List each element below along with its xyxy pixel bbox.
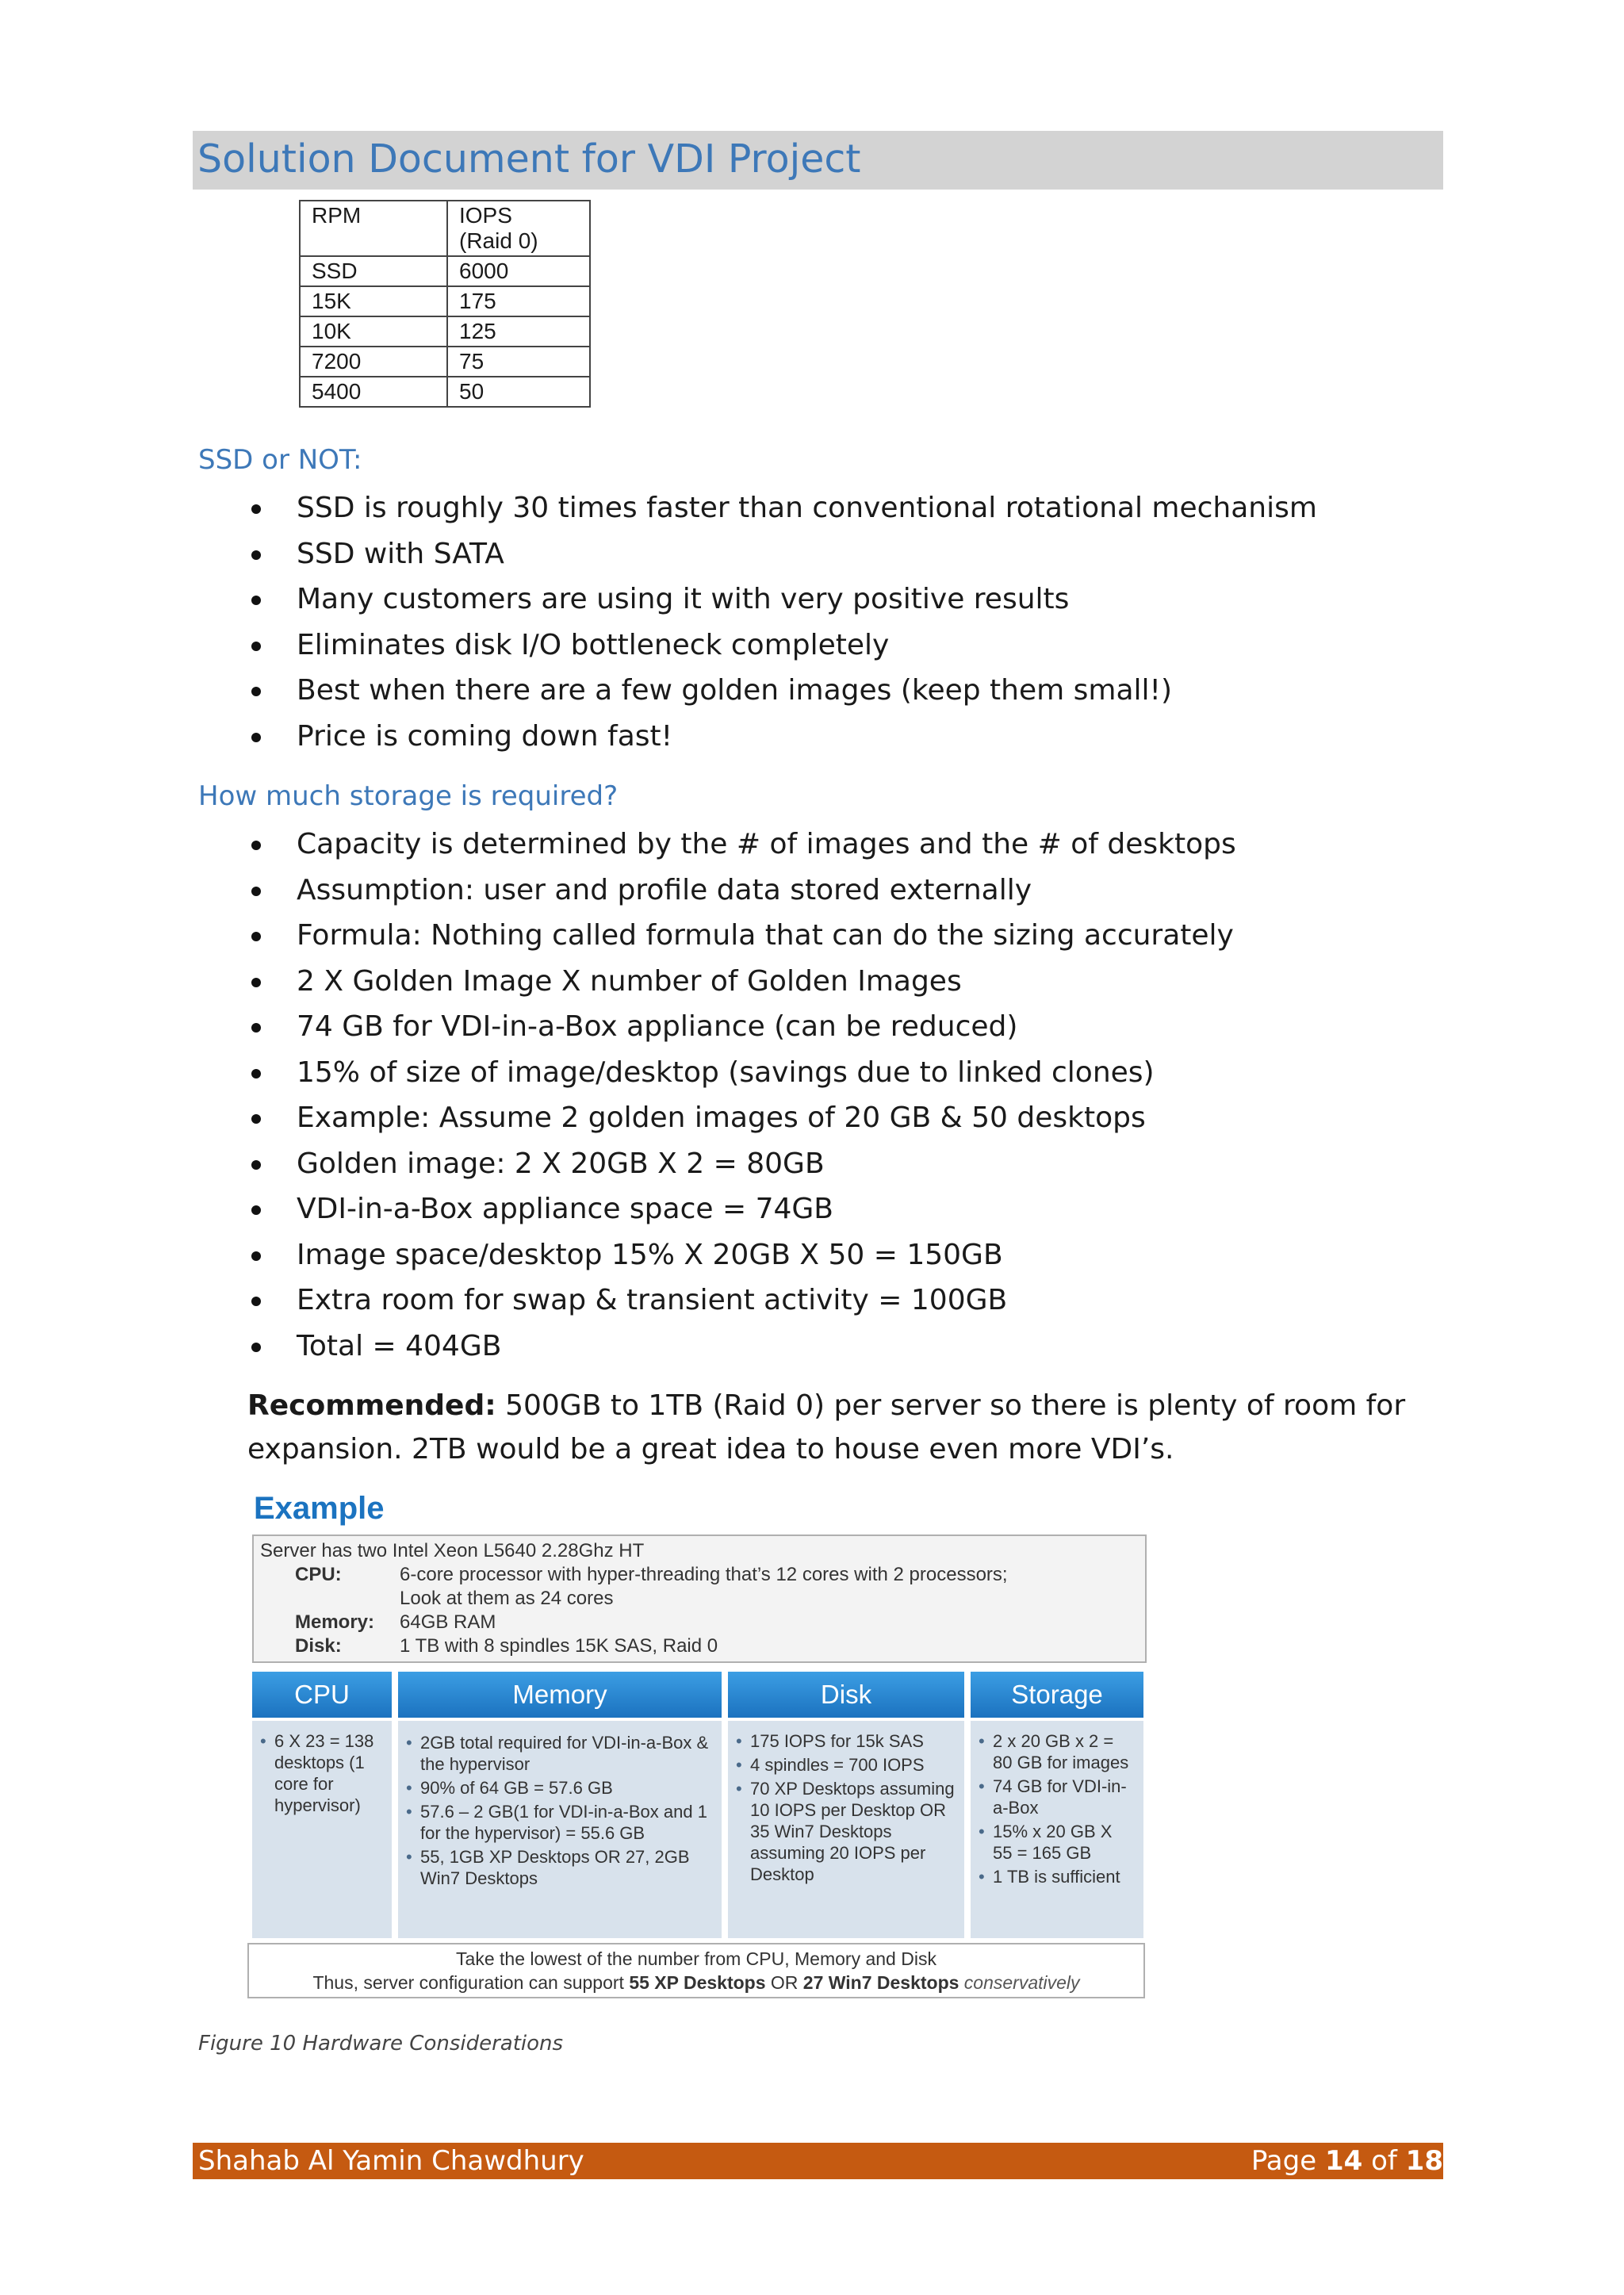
page-total: 18 — [1405, 2145, 1443, 2177]
summary-win7-count: 27 Win7 Desktops — [802, 1972, 959, 1993]
list-item: Formula: Nothing called formula that can do the sizing accurately — [247, 913, 1236, 959]
spec-value-cpu-2: Look at them as 24 cores — [400, 1588, 614, 1609]
table-header-cell: RPM — [300, 201, 447, 256]
list-item: SSD is roughly 30 times faster than conventional rotational mechanism — [247, 485, 1317, 531]
table-cell: 6000 — [447, 256, 590, 286]
list-item: • 57.6 – 2 GB(1 for VDI-in-a-Box and 1 for the hypervisor) = 55.6 GB — [406, 1801, 714, 1844]
example-title: Example — [254, 1491, 385, 1526]
table-row — [300, 286, 590, 316]
table-cell: 15K — [300, 286, 447, 316]
summary-line-2 — [249, 1971, 1143, 1994]
footer-page-number — [1251, 2144, 1443, 2178]
server-line: Server has two Intel Xeon L5640 2.28Ghz HT — [260, 1540, 645, 1561]
recommendation-label: Recommended: — [247, 1389, 496, 1422]
table-row — [300, 377, 590, 407]
column-header-storage: Storage — [971, 1672, 1143, 1718]
list-item: • 15% x 20 GB X 55 = 165 GB — [979, 1821, 1136, 1864]
page-prefix: Page — [1251, 2145, 1325, 2177]
list-item: • 70 XP Desktops assuming 10 IOPS per Desktop OR 35 Win7 Desktops assuming 20 IOPS per Desktop — [736, 1778, 956, 1885]
summary-box — [247, 1943, 1145, 1998]
recommendation-paragraph — [247, 1384, 1437, 1471]
recommendation-text: 500GB to 1TB (Raid 0) per server so there is plenty of room for expansion. 2TB would be a great idea to house even more VDI’s. — [247, 1389, 1406, 1466]
server-spec-box — [252, 1534, 1147, 1663]
footer-author: Shahab Al Yamin Chawdhury — [198, 2145, 584, 2177]
list-item: Image space/desktop 15% X 20GB X 50 = 150GB — [247, 1232, 1236, 1278]
table-cell: 175 — [447, 286, 590, 316]
table-cell: 5400 — [300, 377, 447, 407]
summary-text: Thus, server configuration can support — [312, 1972, 630, 1993]
spec-label-memory: Memory: — [295, 1611, 375, 1633]
list-item: • 55, 1GB XP Desktops OR 27, 2GB Win7 Desktops — [406, 1846, 714, 1889]
summary-xp-count: 55 XP Desktops — [629, 1972, 766, 1993]
rpm-iops-table — [299, 200, 591, 408]
column-body-memory — [398, 1721, 723, 1938]
list-item: Eliminates disk I/O bottleneck completely — [247, 623, 1317, 669]
list-item: • 2 x 20 GB x 2 = 80 GB for images — [979, 1730, 1136, 1773]
storage-bullet-list — [247, 822, 1236, 1369]
column-header-cpu: CPU — [252, 1672, 392, 1718]
list-item: • 74 GB for VDI-in-a-Box — [979, 1776, 1136, 1818]
list-item: SSD with SATA — [247, 531, 1317, 577]
list-item: Capacity is determined by the # of images and the # of desktops — [247, 822, 1236, 868]
list-item: Golden image: 2 X 20GB X 2 = 80GB — [247, 1141, 1236, 1187]
table-cell: 75 — [447, 347, 590, 377]
spec-value-memory: 64GB RAM — [400, 1611, 496, 1633]
column-body-storage — [971, 1721, 1145, 1938]
table-cell: 50 — [447, 377, 590, 407]
figure-caption: Figure 10 Hardware Considerations — [198, 2032, 564, 2056]
table-cell: 10K — [300, 316, 447, 347]
column-body-disk — [728, 1721, 966, 1938]
list-item: • 2GB total required for VDI-in-a-Box & the hypervisor — [406, 1732, 714, 1775]
table-cell: 125 — [447, 316, 590, 347]
column-header-memory: Memory — [398, 1672, 722, 1718]
page-of: of — [1362, 2145, 1406, 2177]
table-row — [300, 256, 590, 286]
list-item: • 6 X 23 = 138 desktops (1 core for hypervisor) — [260, 1730, 385, 1816]
table-cell: 7200 — [300, 347, 447, 377]
list-item: 74 GB for VDI-in-a-Box appliance (can be reduced) — [247, 1004, 1236, 1050]
summary-line-1: Take the lowest of the number from CPU, Memory and Disk — [456, 1948, 936, 1969]
spec-label-disk: Disk: — [295, 1635, 342, 1657]
spec-label-cpu: CPU: — [295, 1564, 342, 1585]
list-item: Total = 404GB — [247, 1324, 1236, 1370]
list-item: • 90% of 64 GB = 57.6 GB — [406, 1777, 714, 1799]
list-item: • 4 spindles = 700 IOPS — [736, 1754, 956, 1776]
list-item: Best when there are a few golden images (keep them small!) — [247, 668, 1317, 714]
list-item: Assumption: user and profile data stored externally — [247, 868, 1236, 914]
table-row — [300, 316, 590, 347]
section-heading-storage: How much storage is required? — [198, 780, 619, 812]
list-item: Example: Assume 2 golden images of 20 GB & 50 desktops — [247, 1095, 1236, 1141]
spec-value-disk: 1 TB with 8 spindles 15K SAS, Raid 0 — [400, 1635, 718, 1657]
table-header-row — [300, 201, 590, 256]
page-current: 14 — [1324, 2145, 1363, 2177]
column-body-cpu — [252, 1721, 393, 1938]
table-cell: SSD — [300, 256, 447, 286]
list-item: VDI-in-a-Box appliance space = 74GB — [247, 1186, 1236, 1232]
table-row — [300, 347, 590, 377]
list-item: 15% of size of image/desktop (savings due to linked clones) — [247, 1050, 1236, 1096]
table-header-cell: IOPS (Raid 0) — [447, 201, 590, 256]
summary-text: OR — [765, 1972, 803, 1993]
section-heading-ssd: SSD or NOT: — [198, 444, 362, 476]
list-item: Price is coming down fast! — [247, 714, 1317, 760]
list-item: • 175 IOPS for 15k SAS — [736, 1730, 956, 1752]
list-item: Extra room for swap & transient activity = 100GB — [247, 1278, 1236, 1324]
spec-value-cpu: 6-core processor with hyper-threading that’s 12 cores with 2 processors; — [400, 1564, 1008, 1585]
list-item: Many customers are using it with very positive results — [247, 577, 1317, 623]
column-header-disk: Disk — [728, 1672, 964, 1718]
list-item: • 1 TB is sufficient — [979, 1866, 1136, 1887]
ssd-bullet-list — [247, 485, 1317, 759]
page-title: Solution Document for VDI Project — [197, 136, 861, 182]
list-item: 2 X Golden Image X number of Golden Images — [247, 959, 1236, 1005]
summary-text: conservatively — [959, 1972, 1080, 1993]
